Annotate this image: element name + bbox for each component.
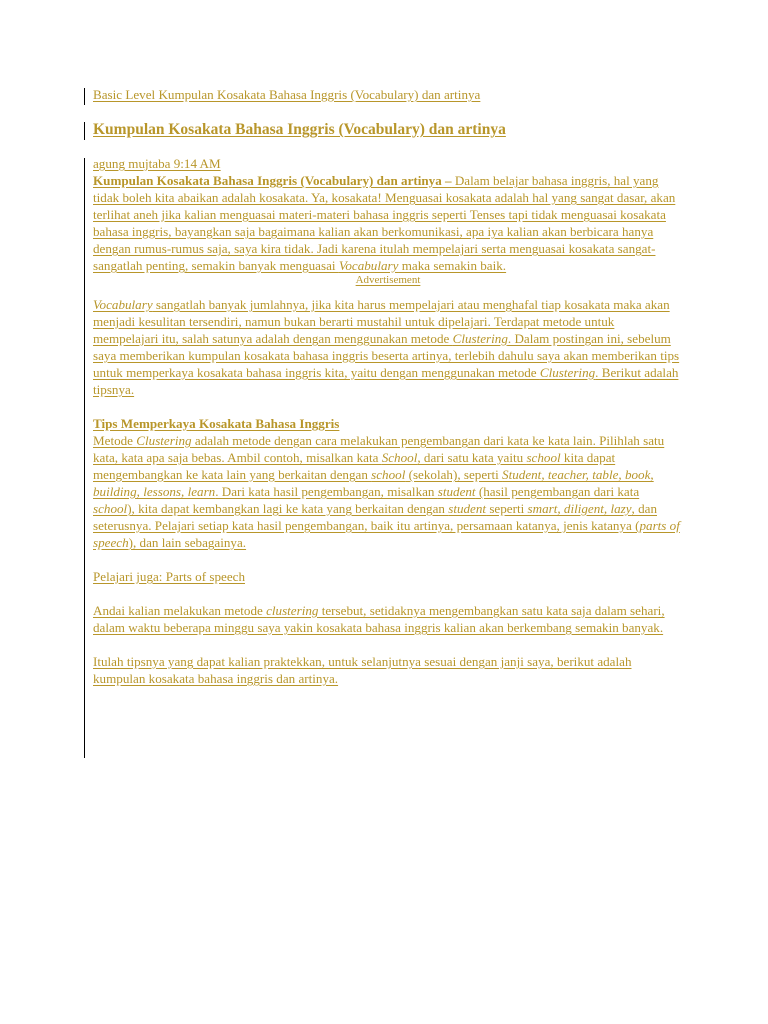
post-title-link[interactable]: Kumpulan Kosakata Bahasa Inggris (Vocabulary) dan artinya <box>93 121 506 138</box>
breadcrumb-link[interactable]: Basic Level Kumpulan Kosakata Bahasa Inggris (Vocabulary) dan artinya <box>93 87 481 102</box>
tips-em3: school <box>526 450 561 465</box>
tips-em6: student <box>437 484 476 499</box>
advertisement-label: Advertisement <box>355 274 421 286</box>
margin-bar-body <box>84 158 85 758</box>
intro-tail: maka semakin baik. <box>398 258 507 273</box>
tips-t10: , dan seterusnya. Pelajari setiap kata hasil pengembangan, baik itu artinya, persamaan katanya, jenis katanya ( <box>93 501 657 533</box>
tips-t3: , dari satu kata yaitu <box>417 450 527 465</box>
spacer <box>93 585 683 602</box>
tips-em5: Student, teacher, table, book, building, lessons, learn <box>93 467 654 499</box>
tips-t5: (sekolah), seperti <box>405 467 503 482</box>
document-body <box>93 86 683 687</box>
paragraph-closing: Itulah tipsnya yang dapat kalian praktekkan, untuk selanjutnya sesuai dengan janji saya, berikut adalah kumpulan kosakata bahasa inggris dan artinya. <box>93 654 632 686</box>
tips-t6: . Dari kata hasil pengembangan, misalkan <box>215 484 438 499</box>
p4-em1: clustering <box>266 603 319 618</box>
spacer <box>93 551 683 568</box>
p2-em1: Vocabulary <box>93 297 153 312</box>
intro-text: Dalam belajar bahasa inggris, hal yang tidak boleh kita abaikan adalah kosakata. Ya, kosakata! Menguasai kosakata adalah hal yang sangat dasar, akan terlihat aneh jika kalian menguasai materi-materi bahasa inggris seperti Tenses tapi tidak menguasai kosakata bahasa inggris, bayangkan saja bagaimana kalian akan berkomunikasi, apa iya kalian akan berbicara hanya dengan rumus-rumus saja, saya kira tidak. Jadi karena itulah mempelajari serta menguasai kosakata sangat-sangatlah penting, semakin banyak menguasai <box>93 173 676 273</box>
p2-t2: . Dalam postingan ini, sebelum saya memberikan kumpulan kosakata bahasa inggris beserta artinya, terlebih dahulu saya akan memberikan tips untuk memperkaya kosakata bahasa inggris kita, yaitu dengan menggunakan metode <box>93 331 680 380</box>
spacer <box>93 636 683 653</box>
tips-t1: Metode <box>93 433 137 448</box>
p2-t3: . Berikut adalah tipsnya. <box>93 365 679 397</box>
tips-em9: smart, diligent, lazy <box>527 501 632 516</box>
intro-lead: Kumpulan Kosakata Bahasa Inggris (Vocabulary) dan artinya – <box>93 173 452 188</box>
tips-em1: Clustering <box>136 433 192 448</box>
tips-t4: kita dapat mengembangkan ke kata lain yang berkaitan dengan <box>93 450 616 482</box>
p2-em2: Clustering <box>452 331 508 346</box>
p2-t1: sangatlah banyak jumlahnya, jika kita harus mempelajari atau menghafal tiap kosakata maka akan menjadi kesulitan tersendiri, namun bukan berarti mustahil untuk dipelajari. Terdapat metode untuk mempelajari itu, salah satunya adalah dengan menggunakan metode <box>93 297 670 346</box>
see-also-link[interactable]: Pelajari juga: Parts of speech <box>93 569 245 584</box>
tips-t9: seperti <box>486 501 528 516</box>
spacer <box>93 398 683 415</box>
tips-em8: student <box>448 501 487 516</box>
tips-em4: school <box>371 467 406 482</box>
tips-t8: ), kita dapat kembangkan lagi ke kata yang berkaitan dengan <box>127 501 449 516</box>
tips-paragraph <box>93 432 683 551</box>
paragraph-clustering <box>93 602 683 636</box>
intro-paragraph <box>93 172 683 274</box>
paragraph-vocabulary <box>93 296 683 398</box>
margin-bar-breadcrumb <box>84 88 85 105</box>
tips-t11: ), dan lain sebagainya. <box>128 535 247 550</box>
tips-em7: school <box>93 501 128 516</box>
margin-bar-title <box>84 122 85 140</box>
tips-em2: School <box>381 450 418 465</box>
post-meta-link[interactable]: agung mujtaba 9:14 AM <box>93 156 221 171</box>
tips-heading: Tips Memperkaya Kosakata Bahasa Inggris <box>93 416 340 431</box>
tips-t2: adalah metode dengan cara melakukan pengembangan dari kata ke kata lain. Pilihlah satu kata, kata apa saja bebas. Ambil contoh, misalkan kata <box>93 433 665 465</box>
p4-t1: Andai kalian melakukan metode <box>93 603 267 618</box>
tips-t7: (hasil pengembangan dari kata <box>475 484 640 499</box>
tips-em10: parts of speech <box>93 518 680 550</box>
intro-emphasis: Vocabulary <box>338 258 399 273</box>
p4-t2: tersebut, setidaknya mengembangkan satu kata saja dalam sehari, dalam waktu beberapa minggu saya yakin kosakata bahasa inggris kalian akan berkembang semakin banyak. <box>93 603 665 635</box>
p2-em3: Clustering <box>539 365 596 380</box>
